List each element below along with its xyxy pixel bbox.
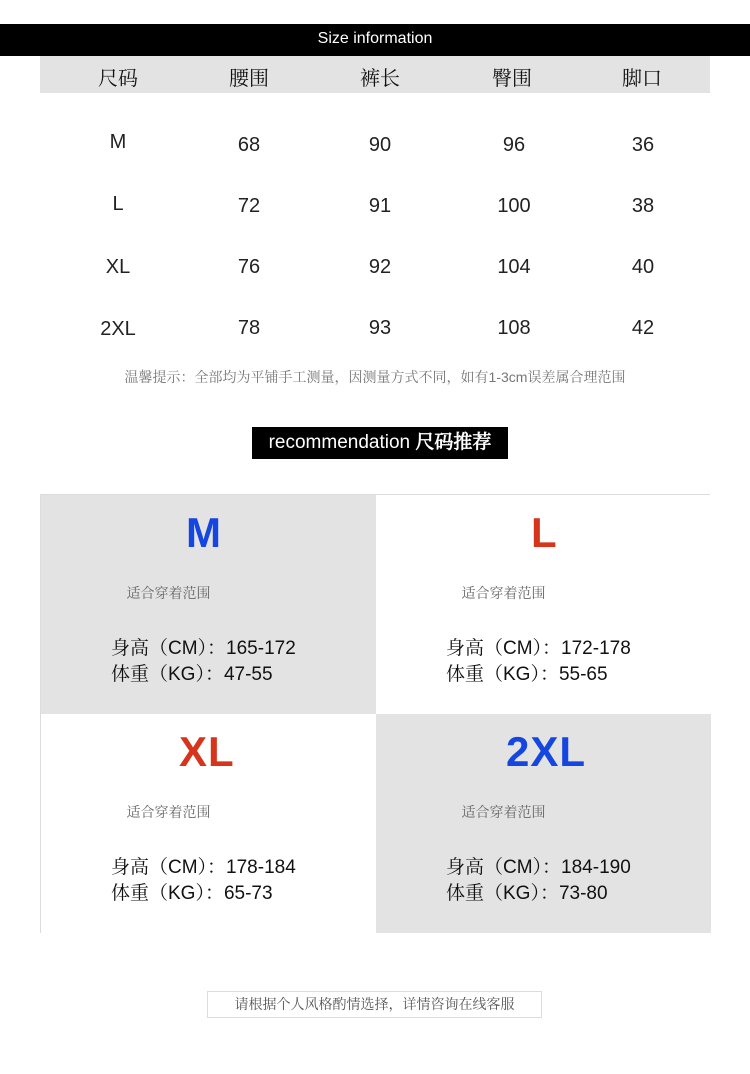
size-card-letter: M	[186, 509, 222, 556]
table-cell: 104	[497, 256, 531, 278]
table-cell: 92	[368, 256, 392, 278]
size-card-fit-label: 适合穿着范围	[126, 585, 211, 601]
measurement-note: 温馨提示：全部均为平铺手工测量，因测量方式不同，如有1-3cm误差属合理范围	[124, 369, 626, 385]
table-cell: 68	[237, 134, 261, 156]
table-cell: 38	[631, 195, 655, 217]
table-row	[40, 256, 710, 286]
size-card-weight: 体重（KG）：47-55	[111, 664, 273, 685]
size-recommendation-grid	[40, 494, 710, 933]
size-table-header	[40, 56, 710, 93]
size-card-weight: 体重（KG）：73-80	[446, 883, 608, 904]
table-cell: XL	[105, 256, 131, 278]
table-cell: 42	[631, 317, 655, 339]
table-cell: 108	[497, 317, 531, 339]
table-cell: M	[109, 131, 127, 153]
recommendation-title-en: recommendation	[268, 432, 411, 453]
table-cell: 96	[502, 134, 526, 156]
table-cell: 36	[631, 134, 655, 156]
table-cell: 2XL	[100, 318, 136, 340]
col-header-hip: 臀围	[492, 68, 532, 90]
size-card-letter: XL	[179, 728, 235, 775]
table-row	[40, 193, 710, 223]
table-cell: 72	[237, 195, 261, 217]
size-card-2xl	[376, 714, 711, 933]
table-row	[40, 318, 710, 348]
size-card-weight: 体重（KG）：65-73	[111, 883, 273, 904]
size-card-height: 身高（CM）：184-190	[446, 857, 631, 878]
size-card-fit-label: 适合穿着范围	[461, 804, 546, 820]
size-card-xl	[41, 714, 376, 933]
col-header-size: 尺码	[98, 68, 138, 90]
size-card-fit-label: 适合穿着范围	[126, 804, 211, 820]
col-header-waist: 腰围	[229, 68, 269, 90]
table-row	[40, 131, 710, 161]
size-info-title-bar	[0, 24, 750, 56]
size-card-weight: 体重（KG）：55-65	[446, 664, 608, 685]
customer-service-note: 请根据个人风格酌情选择，详情咨询在线客服	[207, 991, 542, 1018]
size-card-height: 身高（CM）：178-184	[111, 857, 296, 878]
table-cell: 78	[237, 317, 261, 339]
table-cell: 90	[368, 134, 392, 156]
size-card-m	[41, 495, 376, 714]
table-cell: 100	[497, 195, 531, 217]
recommendation-title	[252, 427, 508, 459]
size-card-letter: 2XL	[506, 728, 587, 775]
size-card-fit-label: 适合穿着范围	[461, 585, 546, 601]
col-header-length: 裤长	[360, 68, 400, 90]
table-cell: 93	[368, 317, 392, 339]
size-card-height: 身高（CM）：172-178	[446, 638, 631, 659]
table-cell: L	[112, 193, 124, 215]
table-cell: 40	[631, 256, 655, 278]
table-cell: 91	[368, 195, 392, 217]
size-card-l	[376, 495, 711, 714]
size-info-title: Size information	[317, 30, 433, 47]
size-card-height: 身高（CM）：165-172	[111, 638, 296, 659]
recommendation-title-cn: 尺码推荐	[415, 432, 492, 453]
col-header-hem: 脚口	[622, 68, 662, 90]
size-card-letter: L	[531, 509, 558, 556]
table-cell: 76	[237, 256, 261, 278]
